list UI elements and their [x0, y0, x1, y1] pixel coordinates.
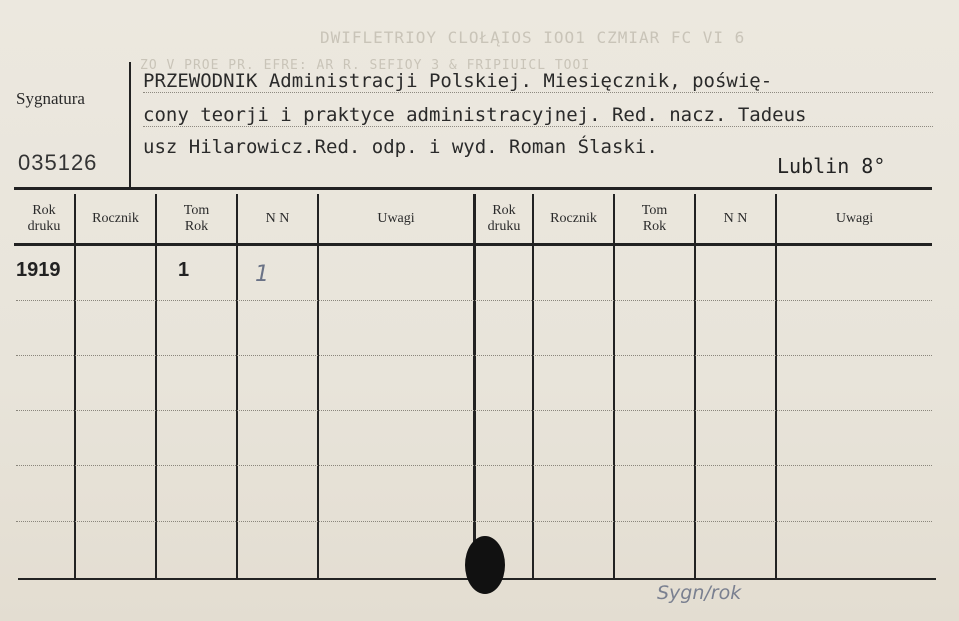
header-nn: N N	[265, 211, 290, 226]
header-rocznik-right: Rocznik	[550, 211, 597, 226]
sygnatura-label: Sygnatura	[16, 89, 85, 108]
bleed-through-text: DWIFLETRIOY CLOŁĄIOS IOO1 CZMIAR FC VI 6	[320, 28, 746, 47]
row-separator	[16, 465, 932, 466]
header-rocznik: Rocznik	[92, 211, 139, 226]
header-rok-druku-right: Rok druku	[487, 203, 521, 234]
place-format: Lublin 8°	[777, 154, 886, 178]
footer-pencil-note: Sygn/rok	[657, 582, 742, 604]
title-line-3: usz Hilarowicz.Red. odp. i wyd. Roman Ślaski.	[143, 136, 658, 158]
table-top-rule	[14, 187, 932, 190]
title-line-2: cony teorji i praktyce administracyjnej. Red. nacz. Tadeus	[143, 104, 807, 126]
bleed-through-text-2: ZO V PROE PR. EFRE: AR R. SEFIOY 3 & FRIPIUICL TOOI	[140, 58, 591, 73]
header-uwagi-right: Uwagi	[835, 211, 874, 226]
title-dotted-rule-1	[143, 92, 933, 93]
row-separator	[16, 300, 932, 301]
row-separator	[16, 521, 932, 522]
title-dotted-rule-2	[143, 126, 933, 127]
sygnatura-number: 035126	[18, 150, 98, 175]
title-line-1: PRZEWODNIK Administracji Polskiej. Miesięcznik, poświę-	[143, 70, 773, 92]
header-tom-rok: Tom Rok	[183, 203, 210, 234]
entry-rok-druku: 1919	[16, 259, 61, 281]
row-separator	[16, 410, 932, 411]
entry-tom: 1	[178, 259, 190, 281]
header-uwagi: Uwagi	[377, 211, 415, 226]
header-tom-rok-right: Tom Rok	[641, 203, 668, 234]
header-nn-right: N N	[723, 211, 748, 226]
sygnatura-divider	[129, 62, 131, 188]
entry-nn-handwritten: 1	[255, 262, 269, 287]
header-rok-druku: Rok druku	[27, 203, 61, 234]
punch-hole	[465, 536, 505, 594]
row-separator	[16, 355, 932, 356]
